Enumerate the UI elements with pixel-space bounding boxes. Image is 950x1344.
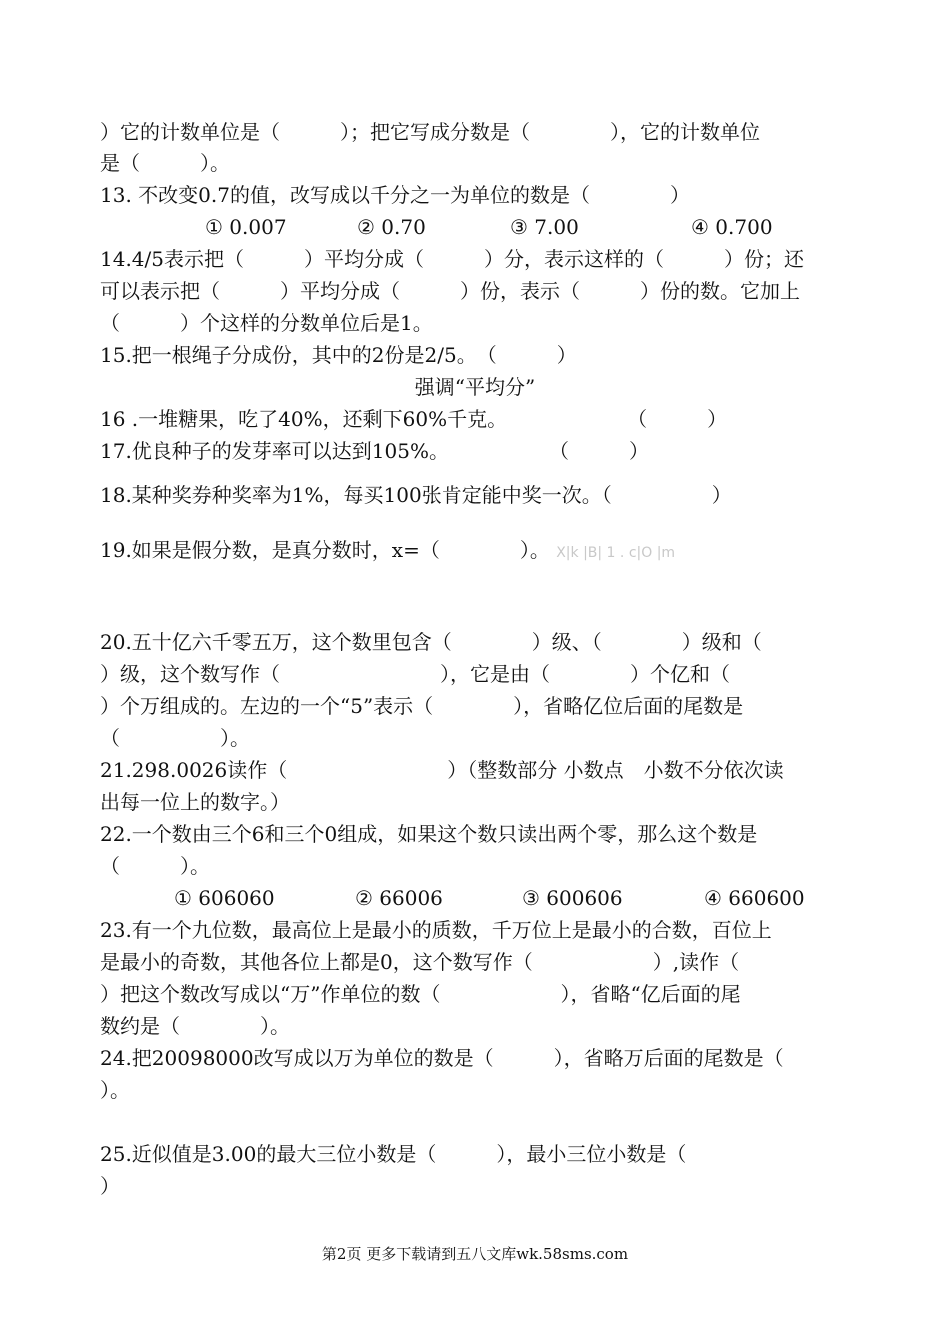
text-line: 可以表示把（ ）平均分成（ ）份，表示（ ）份的数。它加上	[100, 279, 800, 303]
option-4: ④ 0.700	[691, 215, 773, 239]
text-line: （ ）。	[100, 854, 210, 878]
text-line: 数约是（ ）。	[100, 1014, 290, 1038]
text-line: ）	[100, 1174, 120, 1198]
question-23: 23.有一个九位数，最高位上是最小的质数，千万位上是最小的合数，百位上	[100, 918, 772, 942]
question-18: 18.某种奖券种奖率为1%，每买100张肯定能中奖一次。（ ）	[100, 483, 732, 507]
question-15: 15.把一根绳子分成份，其中的2份是2/5。 （ ）	[100, 343, 577, 367]
option-4: ④ 660600	[704, 886, 805, 910]
option-1: ① 606060	[174, 886, 275, 910]
option-3: ③ 600606	[522, 886, 623, 910]
text-line: ）把这个数改写成以“万”作单位的数（ ），省略“亿后面的尾	[100, 982, 741, 1006]
text-line: （ ）。	[100, 726, 250, 750]
text-line: ）级，这个数写作（ ），它是由（ ）个亿和（	[100, 662, 730, 686]
option-2: ② 0.70	[357, 215, 426, 239]
question-19-text: 19.如果是假分数，是真分数时，x=（ ）。	[100, 538, 550, 562]
emphasis-note: 强调“平均分”	[414, 375, 536, 399]
text-line: 是最小的奇数，其他各位上都是0，这个数写作（ ）,读作（	[100, 950, 740, 974]
question-25: 25.近似值是3.00的最大三位小数是（ ），最小三位小数是（	[100, 1142, 687, 1166]
question-24: 24.把20098000改写成以万为单位的数是（ ），省略万后面的尾数是（	[100, 1046, 784, 1070]
option-2: ② 66006	[355, 886, 443, 910]
text-line: ）个万组成的。左边的一个“5”表示（ ），省略亿位后面的尾数是	[100, 694, 744, 718]
question-22: 22.一个数由三个6和三个0组成，如果这个数只读出两个零，那么这个数是	[100, 822, 758, 846]
page-footer: 第2页 更多下载请到五八文库wk.58sms.com	[321, 1245, 629, 1263]
question-13: 13. 不改变0.7的值，改写成以千分之一为单位的数是（ ）	[100, 183, 690, 207]
text-line: ）它的计数单位是（ ）；把它写成分数是（ ），它的计数单位	[100, 120, 760, 144]
question-16: 16 .一堆糖果，吃了40%，还剩下60%千克。 （ ）	[100, 407, 728, 431]
text-line: 是（ ）。	[100, 151, 230, 175]
text-line: ）。	[100, 1078, 130, 1102]
question-19	[100, 538, 860, 565]
question-14: 14.4/5表示把（ ）平均分成（ ）分，表示这样的（ ）份；还	[100, 247, 804, 271]
option-1: ① 0.007	[205, 215, 287, 239]
question-21: 21.298.0026读作（ ）（整数部分 小数点 小数不分依次读	[100, 758, 784, 782]
question-20: 20.五十亿六千零五万，这个数里包含（ ）级、（ ）级和（	[100, 630, 762, 654]
watermark-text: X|k |B| 1 . c|O |m	[556, 545, 676, 561]
option-3: ③ 7.00	[510, 215, 579, 239]
question-17: 17.优良种子的发芽率可以达到105%。 （ ）	[100, 439, 649, 463]
text-line: （ ）个这样的分数单位后是1。	[100, 311, 433, 335]
text-line: 出每一位上的数字。）	[100, 790, 290, 814]
